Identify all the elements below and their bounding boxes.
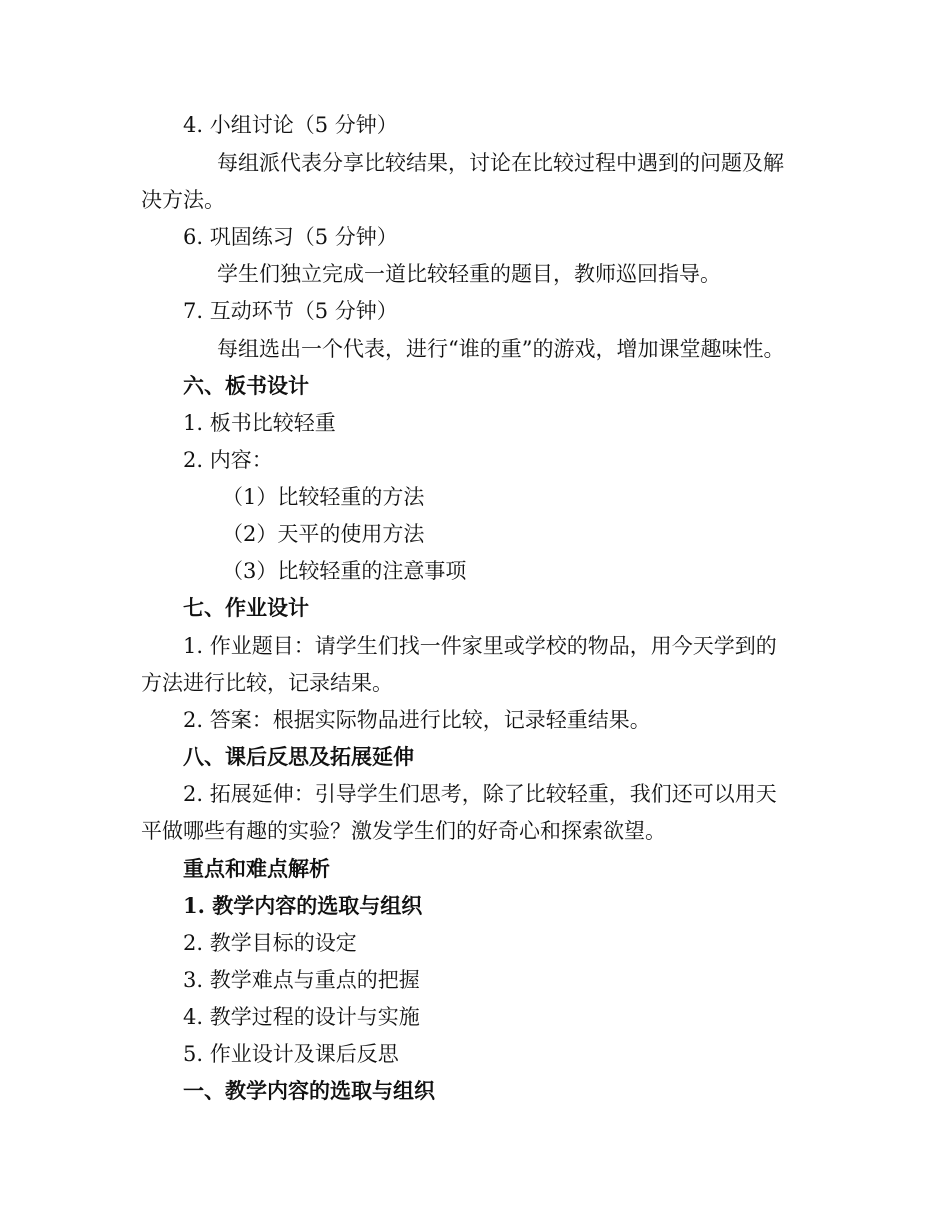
list-item: 1. 教学内容的选取与组织 [183,893,423,918]
sub-list-item: （3）比较轻重的注意事项 [222,559,467,583]
list-item: 2. 拓展延伸：引导学生们思考，除了比较轻重，我们还可以用天 [183,782,777,806]
list-item: 1. 作业题目：请学生们找一件家里或学校的物品，用今天学到的 [183,634,777,658]
section-heading-homework: 七、作业设计 [183,595,309,620]
list-item: 4. 教学过程的设计与实施 [183,1005,420,1029]
section-heading-blackboard: 六、板书设计 [183,373,309,398]
paragraph-line: 平做哪些有趣的实验？激发学生们的好奇心和探索欲望。 [141,819,666,843]
list-item-group-discussion: 4. 小组讨论（5 分钟） [183,113,398,137]
list-item-interaction: 7. 互动环节（5 分钟） [183,299,398,323]
list-item-practice: 6. 巩固练习（5 分钟） [183,225,398,249]
section-heading-key-points: 重点和难点解析 [183,856,330,881]
list-item: 2. 教学目标的设定 [183,931,357,955]
list-item: 2. 内容： [183,448,273,472]
list-item: 3. 教学难点与重点的把握 [183,968,420,992]
paragraph-line: 每组派代表分享比较结果，讨论在比较过程中遇到的问题及解 [217,151,784,175]
list-item: 1. 板书比较轻重 [183,411,336,435]
sub-list-item: （1）比较轻重的方法 [222,485,425,509]
list-item: 2. 答案：根据实际物品进行比较，记录轻重结果。 [183,708,651,732]
paragraph-line: 方法进行比较，记录结果。 [141,671,393,695]
section-heading-content: 一、教学内容的选取与组织 [183,1078,435,1103]
paragraph-line: 每组选出一个代表，进行“谁的重”的游戏，增加课堂趣味性。 [217,337,785,361]
list-item: 5. 作业设计及课后反思 [183,1042,399,1066]
section-heading-reflection: 八、课后反思及拓展延伸 [183,744,414,769]
paragraph-line: 学生们独立完成一道比较轻重的题目，教师巡回指导。 [217,262,721,286]
paragraph-line: 决方法。 [141,188,225,212]
sub-list-item: （2）天平的使用方法 [222,522,425,546]
